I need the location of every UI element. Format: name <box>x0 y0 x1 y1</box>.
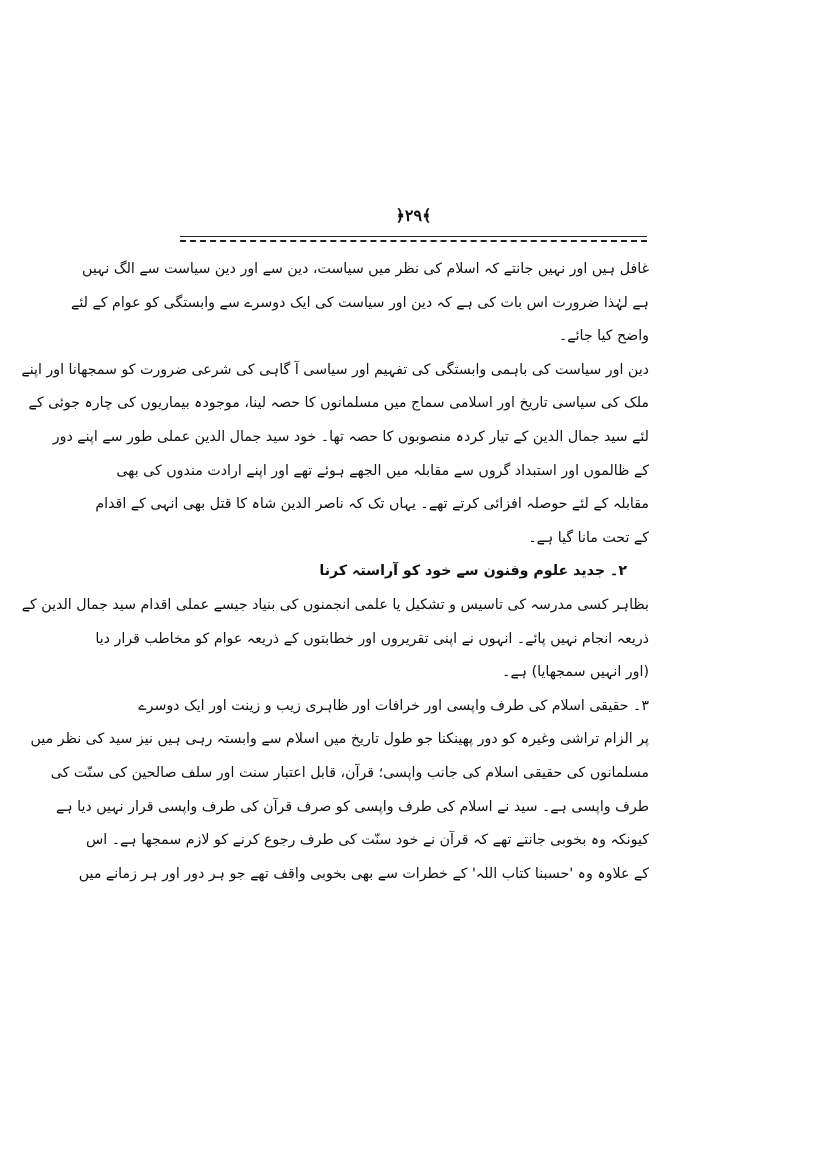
page-header <box>180 206 647 225</box>
text-line: کیونکہ وہ بخوبی جانتے تھے کہ قرآن نے خود سنّت کی طرف رجوع کرنے کو لازم سمجھا ہے۔ اس <box>85 832 649 849</box>
header-rule <box>180 236 647 237</box>
page-number: ﴿٢٩﴾ <box>395 206 432 225</box>
text-line: ذریعہ انجام نہیں پائے۔ انہوں نے اپنی تقریروں اور خطابتوں کے ذریعہ عوام کو مخاطب قرار دیا <box>95 630 649 647</box>
section-heading: ٢۔ جدید علوم وفنون سے خود کو آراستہ کرنا <box>319 563 627 580</box>
text-line: واضح کیا جائے۔ <box>558 328 649 345</box>
text-line: دین اور سیاست کی باہمی وابستگی کی تفہیم اور سیاسی آ گاہی کی شرعی ضرورت کو سمجھانا اور اپنے <box>21 361 649 378</box>
text-line: طرف واپسی ہے۔ سید نے اسلام کی طرف واپسی کو صرف قرآن کی طرف واپسی قرار نہیں دیا ہے <box>56 798 649 815</box>
text-line: ملک کی سیاسی تاریخ اور اسلامی سماج میں مسلمانوں کا حصہ لینا، موجودہ بیماریوں کی چارہ جوئی کے <box>28 395 649 412</box>
header-dashed-rule <box>180 240 647 242</box>
text-line: مسلمانوں کی حقیقی اسلام کی جانب واپسی؛ قرآن، قابل اعتبار سنت اور سلف صالحین کی سنّت کی <box>50 764 649 781</box>
text-line: بظاہر کسی مدرسہ کی تاسیس و تشکیل یا علمی انجمنوں کی بنیاد جیسے عملی اقدام سید جمال الدین کے <box>21 596 649 613</box>
text-line: کے ظالموں اور استبداد گروں سے مقابلہ میں الجھے ہوئے تھے اور اپنے ارادت مندوں کی بھی <box>116 462 649 479</box>
text-line: لئے سید جمال الدین کے تیار کردہ منصوبوں کا حصہ تھا۔ خود سید جمال الدین عملی طور سے اپنے دور <box>52 428 649 445</box>
text-line: کے تحت مانا گیا ہے۔ <box>528 529 649 546</box>
text-line: کے علاوہ وہ 'حسبنا کتاب اللہ' کے خطرات سے بھی بخوبی واقف تھے جو ہر دور اور ہر زمانے میں <box>78 865 649 882</box>
text-line: (اور انہیں سمجھایا) ہے۔ <box>502 664 649 681</box>
text-line: پر الزام تراشی وغیرہ کو دور پھینکنا جو طول تاریخ میں اسلام سے وابستہ رہی ہیں نیز سید کی نظر میں <box>30 731 649 748</box>
text-line: ٣۔ حقیقی اسلام کی طرف واپسی اور خرافات اور ظاہری زیب و زینت اور ایک دوسرے <box>138 697 649 714</box>
text-line: مقابلہ کے لئے حوصلہ افزائی کرتے تھے۔ یہاں تک کہ ناصر الدین شاہ کا قتل بھی انہی کے اقدام <box>95 496 649 513</box>
text-line: ہے لہٰذا ضرورت اس بات کی ہے کہ دین اور سیاست کی ایک دوسرے سے وابستگی کو عوام کے لئے <box>71 294 649 311</box>
text-line: غافل ہیں اور نہیں جانتے کہ اسلام کی نظر میں سیاست، دین سے اور دین سیاست سے الگ نہیں <box>82 261 649 277</box>
body-text <box>21 253 649 891</box>
